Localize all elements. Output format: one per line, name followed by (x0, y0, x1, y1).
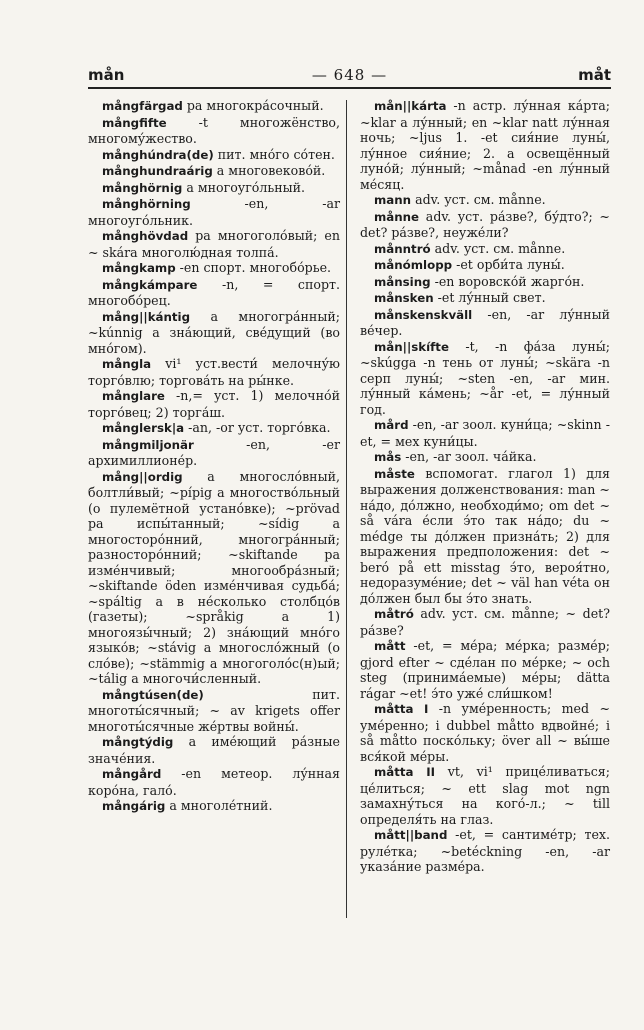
entry-definition: -et, = ме́ра; ме́рка; разме́р; gjord efter ~ сде́лан по ме́рке; ~ och steg (принима́емые) ме́ры; dätta rágar ~et! э́то уже́ сли́шком! (360, 638, 610, 701)
dictionary-entry (360, 192, 610, 209)
entry-definition: a многоле́тний. (165, 798, 273, 813)
entry-definition: -en, -er архимиллионе́р. (88, 436, 340, 468)
dictionary-entry (360, 257, 610, 274)
dictionary-entry (360, 209, 610, 241)
entry-definition: adv. уст. см. månne; ~ det? ра́зве? (360, 606, 610, 638)
dictionary-entry (88, 734, 340, 766)
dictionary-entry (88, 766, 340, 798)
dictionary-entry (88, 115, 340, 147)
entry-definition: -en воровско́й жарго́н. (430, 273, 585, 289)
dictionary-entry (88, 180, 340, 197)
entry-headword: månglersk|a (102, 421, 185, 435)
entry-headword: mångtúsen(de) (102, 687, 204, 702)
dictionary-entry (360, 466, 610, 607)
entry-headword: mann (374, 193, 412, 207)
page-number: — 648 — (311, 66, 388, 84)
entry-headword: månghörnig (102, 180, 183, 195)
dictionary-entry (360, 606, 610, 638)
entry-definition: -en метеор. лу́нная коро́на, гало́. (88, 766, 340, 798)
entry-headword: månntró (374, 241, 431, 256)
dictionary-entry (88, 260, 340, 277)
entry-headword: mång||ordig (102, 469, 183, 484)
dictionary-entry (88, 98, 340, 115)
dictionary-entry (88, 687, 340, 735)
entry-definition: -en, -ar зоол. куни́ца; ~skinn -et, = мех куни́цы. (360, 417, 610, 449)
entry-headword: mångård (102, 767, 162, 781)
column-divider (346, 100, 347, 918)
entry-headword: mått||band (374, 828, 448, 842)
dictionary-entry (360, 98, 610, 192)
left-column (88, 98, 340, 815)
entry-headword: månsing (374, 274, 431, 289)
entry-headword: mångfifte (102, 115, 167, 130)
dictionary-entry (88, 356, 340, 388)
dictionary-entry (360, 290, 610, 307)
dictionary-entry (360, 827, 610, 875)
entry-headword: mångárig (102, 799, 166, 813)
entry-definition: -t, -n фа́за луны́; ~skúgga -n тень от луны́; ~skära -n серп луны́; ~sten -en, -ar мин. лу́нный ка́мень; ~år -et, = лу́нный год. (360, 338, 610, 417)
entry-headword: mångla (102, 357, 152, 371)
dictionary-entry (88, 798, 340, 815)
running-header (88, 62, 611, 88)
entry-headword: månghövdad (102, 229, 189, 243)
entry-definition: -en, -ar лу́нный ве́чер. (360, 306, 610, 338)
entry-headword: månghörning (102, 197, 191, 211)
dictionary-entry (360, 701, 610, 764)
dictionary-entry (360, 339, 610, 418)
entry-definition: pa многоголо́вый; en ~ skára многолю́дная толпа́. (88, 228, 340, 260)
entry-definition: adv. уст. ра́зве?, бу́дто?; ~ det? ра́зве?, неуже́ли? (360, 208, 610, 240)
dictionary-entry (88, 196, 340, 228)
entry-headword: mås (374, 450, 402, 464)
entry-headword: mått (374, 639, 406, 653)
dictionary-entry (360, 449, 610, 466)
entry-definition: -et лу́нный свет. (433, 290, 546, 305)
entry-definition: пит. мно́го со́тен. (213, 146, 335, 162)
header-rule (88, 87, 611, 89)
dictionary-entry (360, 274, 610, 291)
entry-headword: mård (374, 418, 409, 432)
entry-headword: mångkámpare (102, 277, 198, 292)
entry-definition: пит. многоты́сячный; ~ av krigets offer многоты́сячные же́ртвы войны́. (88, 686, 340, 734)
dictionary-entry (88, 147, 340, 164)
entry-definition: -et, = сантиме́тр; тех. руле́тка; ~betéckning -en, -ar указа́ние разме́ра. (360, 827, 610, 874)
entry-headword: måtta I (374, 702, 429, 716)
entry-headword: mångfärgad (102, 99, 183, 113)
entry-definition: -et орби́та луны́. (452, 257, 565, 272)
dictionary-entry (360, 638, 610, 701)
entry-definition: -en спорт. многобо́рье. (175, 260, 332, 275)
entry-headword: mångmiljonär (102, 437, 194, 452)
entry-definition: adv. уст. см. månne. (411, 192, 546, 207)
entry-headword: mån||kárta (374, 99, 447, 113)
dictionary-entry (88, 163, 340, 180)
entry-definition: -t многожёнство, многому́жество. (88, 114, 340, 146)
entry-headword: mång||kántig (102, 309, 191, 324)
entry-definition: a многосло́вный, болтли́вый; ~pípig a многоство́льный (о пулемётной устано́вке); ~prövad pa испы́танный; ~sídig a многосторо́нний, многогра́нный; разносторо́нний; ~skiftande pa изме́нчивый; многообра́зный; ~skiftande öden изме́нчивая судьба́; ~spáltig a в не́сколько столбцо́в (газеты); ~språkig a 1) многоязы́чный; 2) зна́ющий мно́го языко́в; ~stávig a многосло́жный (о сло́ве); ~stämmig a многоголо́с(н)ый; ~tálig a многочи́сленный. (88, 468, 340, 686)
entry-headword: mån||skífte (374, 339, 449, 354)
entry-headword: månómlopp (374, 258, 453, 272)
entry-headword: mångtýdig (102, 735, 174, 749)
dictionary-entry (88, 388, 340, 420)
entry-headword: månsken (374, 291, 434, 305)
dictionary-entry (360, 307, 610, 339)
right-column (360, 98, 610, 875)
entry-definition: a име́ющий ра́зные значе́ния. (88, 734, 340, 766)
entry-headword: månglare (102, 389, 165, 403)
entry-definition: adv. уст. см. månne. (430, 240, 566, 256)
entry-headword: måtró (374, 607, 414, 621)
entry-headword: månskenskväll (374, 307, 473, 322)
entry-definition: -en, -ar зоол. ча́йка. (401, 449, 537, 464)
entry-definition: pa многокра́сочный. (182, 98, 324, 113)
dictionary-entry (88, 420, 340, 437)
dictionary-entry (360, 241, 610, 258)
entry-definition: вспомогат. глагол 1) для выражения долженствования: man ~ на́до, до́лжно, необходи́мо; om det ~ så vára е́сли э́то так на́до; du ~ médge ты до́лжен призна́ть; 2) для выражения предположения: det ~ beró på ett misstag э́то, вероя́тно, недоразуме́ние; det ~ väl han véta он до́лжен был бы э́то знать. (360, 465, 610, 606)
entry-definition: vi¹ уст.вести́ мелочну́ю торго́влю; торгова́ть на ры́нке. (88, 356, 340, 388)
entry-headword: mångkamp (102, 261, 176, 275)
entry-headword: månghúndra(de) (102, 147, 214, 162)
entry-definition: -an, -or уст. торго́вка. (184, 420, 331, 435)
entry-definition: -n уме́ренность; med ~ уме́ренно; i dubbel måtto вдвойне́; i så måtto поско́льку; över all ~ вы́ше вся́кой ме́ры. (360, 701, 610, 764)
entry-definition: a многогра́нный; ~kúnnig a зна́ющий, све́дущий (во мно́гом). (88, 308, 340, 356)
right-guide-word: måt (578, 66, 611, 84)
dictionary-entry (88, 437, 340, 469)
entry-definition: a многовеково́й. (212, 163, 326, 178)
dictionary-entry (360, 764, 610, 827)
entry-definition: vt, vi¹ прице́ливаться; це́литься; ~ ett slag mot ngn замахну́ться на кого́-л.; ~ till определя́ть на глаз. (360, 764, 610, 827)
entry-headword: måtta II (374, 765, 436, 779)
dictionary-entry (88, 277, 340, 309)
dictionary-entry (88, 228, 340, 260)
dictionary-entry (360, 417, 610, 449)
entry-headword: månghundraárig (102, 164, 213, 178)
entry-definition: -en, -ar многоуго́льник. (88, 196, 340, 228)
entry-definition: a многоуго́льный. (182, 179, 306, 195)
dictionary-entry (88, 469, 340, 687)
entry-definition: -n, = спорт. многобо́рец. (88, 276, 340, 308)
dictionary-entry (88, 309, 340, 357)
entry-headword: måste (374, 466, 415, 481)
entry-headword: månne (374, 209, 420, 224)
entry-definition: -n,= уст. 1) мелочно́й торго́вец; 2) торга́ш. (88, 388, 340, 420)
entry-definition: -n астр. лу́нная ка́рта; ~klar a лу́нный; en ~klar natt лу́нная ночь; ~ljus 1. -et сия́ние луны́, лу́нное сия́ние; 2. a освещённый луно́й; лу́нный; ~månad -en лу́нный ме́сяц. (360, 98, 610, 192)
left-guide-word: mån (88, 66, 125, 84)
